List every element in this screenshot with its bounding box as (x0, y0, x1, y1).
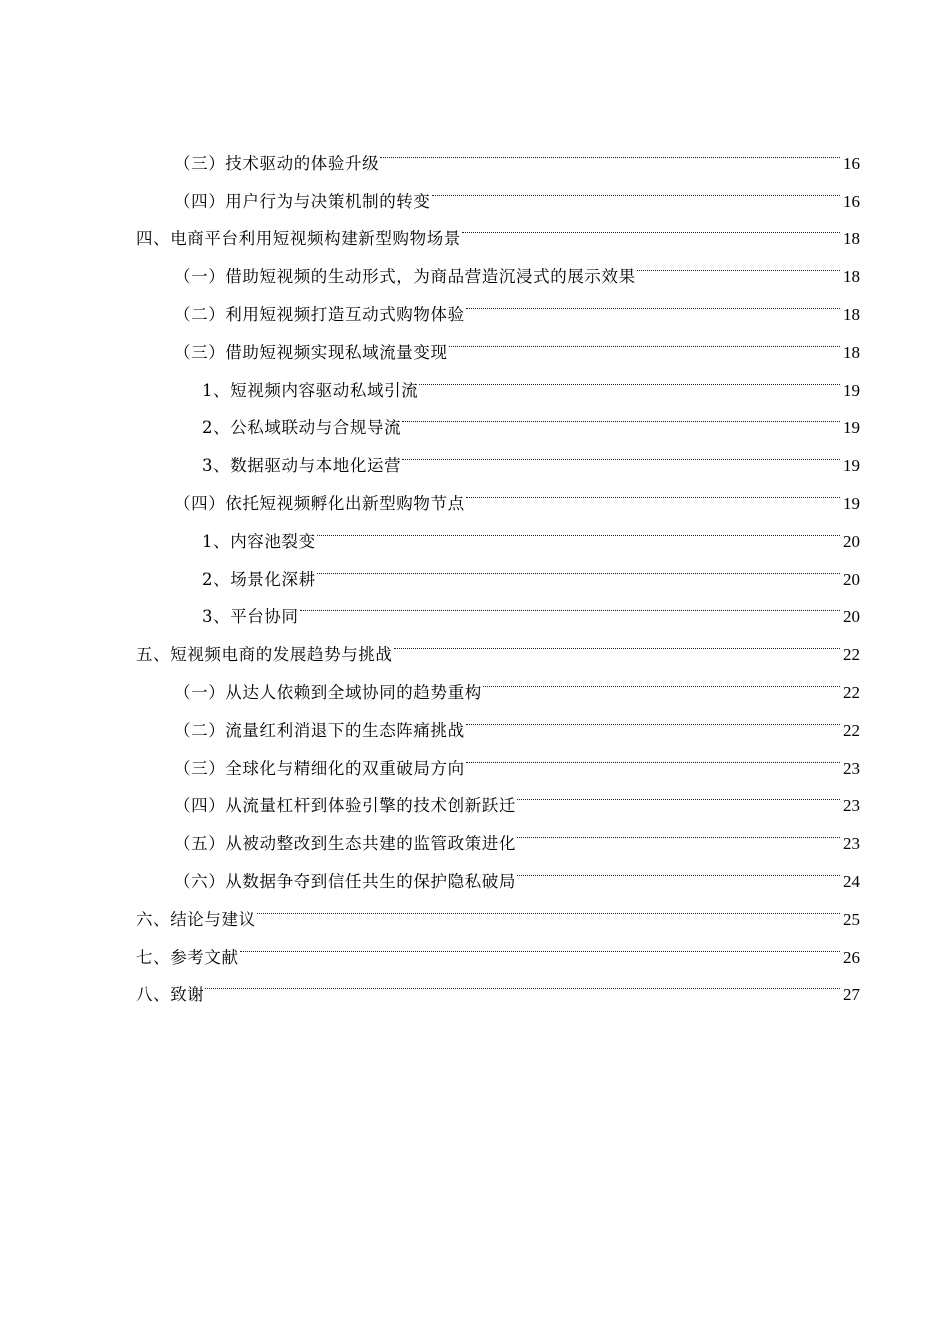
toc-dot-leader (517, 811, 840, 849)
toc-entry-title: （五）从被动整改到生态共建的监管政策进化 (174, 834, 516, 854)
toc-page-number: 19 (843, 418, 860, 438)
toc-dot-leader (466, 736, 840, 774)
toc-entry-title: （三）技术驱动的体验升级 (174, 153, 380, 173)
toc-dot-leader (402, 396, 840, 434)
toc-dot-leader (637, 244, 840, 282)
toc-page-number: 16 (843, 191, 860, 211)
toc-page-number: 26 (843, 947, 860, 967)
toc-dot-leader (240, 925, 840, 963)
toc-entry-title: （三）借助短视频实现私域流量变现 (174, 342, 448, 362)
toc-page-number: 22 (843, 682, 860, 702)
toc-entry-title: 七、参考文献 (136, 947, 239, 967)
toc-dot-leader (317, 509, 840, 547)
toc-entry-title: 五、短视频电商的发展趋势与挑战 (136, 645, 393, 665)
toc-entry-title: （四）从流量杠杆到体验引擎的技术创新跃迁 (174, 796, 516, 816)
toc-dot-leader (449, 320, 840, 358)
toc-entry-title: （二）利用短视频打造互动式购物体验 (174, 304, 465, 324)
toc-page-number: 18 (843, 229, 860, 249)
toc-entry-title: （一）从达人依赖到全域协同的趋势重构 (174, 682, 482, 702)
toc-page-number: 24 (843, 871, 860, 891)
toc-page-number: 25 (843, 909, 860, 929)
toc-entry[interactable] (136, 131, 860, 173)
toc-page-number: 23 (843, 758, 860, 778)
toc-dot-leader (483, 660, 840, 698)
toc-dot-leader (466, 698, 840, 736)
toc-dot-leader (462, 207, 840, 245)
toc-dot-leader (517, 849, 840, 887)
toc-entry-title: 2、公私域联动与合规导流 (202, 418, 402, 438)
toc-dot-leader (380, 131, 840, 169)
toc-dot-leader (205, 963, 840, 1001)
toc-entry-title: （一）借助短视频的生动形式，为商品营造沉浸式的展示效果 (174, 267, 636, 287)
table-of-contents (136, 131, 860, 1005)
toc-page-number: 19 (843, 493, 860, 513)
toc-dot-leader (466, 282, 840, 320)
toc-page-number: 23 (843, 796, 860, 816)
toc-entry-title: （四）依托短视频孵化出新型购物节点 (174, 493, 465, 513)
toc-page-number: 22 (843, 720, 860, 740)
toc-page-number: 20 (843, 531, 860, 551)
toc-entry[interactable] (136, 925, 860, 967)
toc-entry-title: 六、结论与建议 (136, 909, 256, 929)
toc-dot-leader (394, 622, 841, 660)
toc-dot-leader (317, 547, 840, 585)
toc-entry-title: 八、致谢 (136, 985, 205, 1005)
toc-page-number: 18 (843, 342, 860, 362)
toc-dot-leader (419, 358, 840, 396)
toc-entry-title: 1、短视频内容驱动私域引流 (202, 380, 419, 400)
toc-entry-title: （三）全球化与精细化的双重破局方向 (174, 758, 465, 778)
toc-page-number: 19 (843, 456, 860, 476)
toc-dot-leader (257, 887, 840, 925)
toc-entry-title: 3、平台协同 (202, 607, 299, 627)
toc-entry-title: （四）用户行为与决策机制的转变 (174, 191, 431, 211)
toc-entry-title: 四、电商平台利用短视频构建新型购物场景 (136, 229, 461, 249)
toc-entry-title: （六）从数据争夺到信任共生的保护隐私破局 (174, 871, 516, 891)
toc-page-number: 18 (843, 304, 860, 324)
toc-entry-title: （二）流量红利消退下的生态阵痛挑战 (174, 720, 465, 740)
toc-dot-leader (432, 169, 841, 207)
toc-page-number: 16 (843, 153, 860, 173)
toc-entry-title: 2、场景化深耕 (202, 569, 316, 589)
toc-dot-leader (402, 433, 840, 471)
toc-page-number: 22 (843, 645, 860, 665)
toc-dot-leader (466, 471, 840, 509)
toc-entry[interactable] (136, 963, 860, 1005)
toc-page-number: 23 (843, 834, 860, 854)
toc-page-number: 20 (843, 569, 860, 589)
toc-page-number: 27 (843, 985, 860, 1005)
toc-dot-leader (300, 585, 840, 623)
toc-dot-leader (517, 774, 840, 812)
toc-page-number: 19 (843, 380, 860, 400)
toc-entry-title: 1、内容池裂变 (202, 531, 316, 551)
toc-entry-title: 3、数据驱动与本地化运营 (202, 456, 402, 476)
toc-page-number: 18 (843, 267, 860, 287)
toc-page-number: 20 (843, 607, 860, 627)
